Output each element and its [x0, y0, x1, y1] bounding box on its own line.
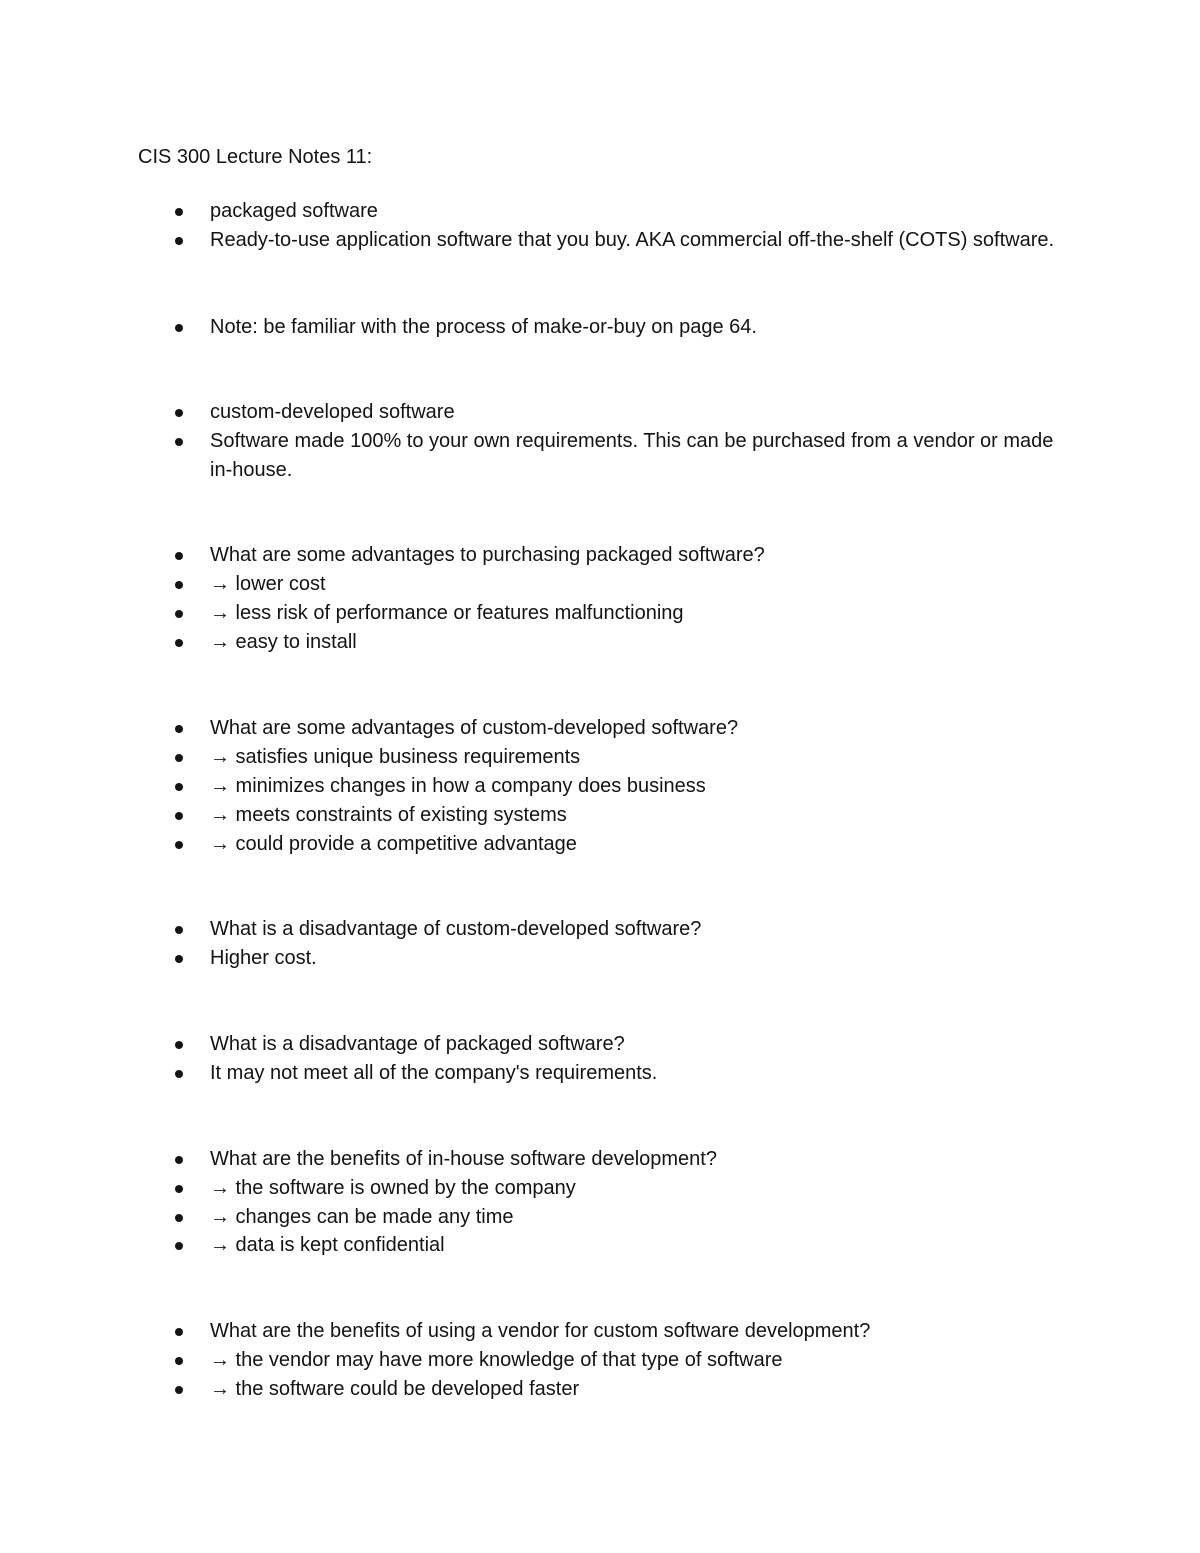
bullet-icon	[175, 1070, 183, 1078]
list-item-text: What are the benefits of in-house software development?	[210, 1148, 717, 1170]
list-item-text: It may not meet all of the company's requirements.	[210, 1062, 658, 1084]
list-item-text: → meets constraints of existing systems	[210, 804, 567, 826]
list-item-text: → the software could be developed faster	[210, 1378, 580, 1400]
bullet-icon	[175, 581, 183, 589]
bullet-icon	[175, 1386, 183, 1394]
bullet-icon	[175, 1328, 183, 1336]
bullet-icon	[175, 610, 183, 618]
list-item-text: Ready-to-use application software that you buy. AKA commercial off-the-shelf (COTS) software.	[210, 229, 1055, 251]
list-item-text: → lower cost	[210, 573, 326, 595]
bullet-icon	[175, 1214, 183, 1222]
list-item-text: → less risk of performance or features malfunctioning	[210, 602, 684, 624]
list-item-text: → changes can be made any time	[210, 1206, 514, 1228]
bullet-icon	[175, 552, 183, 560]
bullet-icon	[175, 1156, 183, 1164]
bullet-icon	[175, 783, 183, 791]
list-item-text: Higher cost.	[210, 947, 317, 969]
list-item-text: Note: be familiar with the process of make-or-buy on page 64.	[210, 316, 757, 338]
list-item-text: → the software is owned by the company	[210, 1177, 576, 1199]
bullet-icon	[175, 409, 183, 417]
list-item-text: → minimizes changes in how a company does business	[210, 775, 706, 797]
list-item-text: → could provide a competitive advantage	[210, 833, 577, 855]
bullet-icon	[175, 812, 183, 820]
bullet-icon	[175, 926, 183, 934]
list-item-text: → satisfies unique business requirements	[210, 746, 581, 768]
bullet-icon	[175, 754, 183, 762]
list-item-text: → easy to install	[210, 631, 357, 653]
bullet-icon	[175, 1185, 183, 1193]
list-item-text: custom-developed software	[210, 401, 455, 423]
list-item-text: → the vendor may have more knowledge of that type of software	[210, 1349, 783, 1371]
list-item-text: What is a disadvantage of packaged software?	[210, 1033, 625, 1055]
list-item-text: packaged software	[210, 200, 378, 222]
bullet-icon	[175, 725, 183, 733]
bullet-icon	[175, 841, 183, 849]
bullet-icon	[175, 639, 183, 647]
bullet-icon	[175, 208, 183, 216]
bullet-icon	[175, 1041, 183, 1049]
bullet-icon	[175, 324, 183, 332]
list-item-text: What is a disadvantage of custom-developed software?	[210, 918, 702, 940]
list-item-text: What are some advantages of custom-developed software?	[210, 717, 739, 739]
bullet-icon	[175, 955, 183, 963]
bullet-icon	[175, 1357, 183, 1365]
list-item-text: Software made 100% to your own requirements. This can be purchased from a vendor or made in-house.	[210, 430, 1054, 481]
list-item-text: What are some advantages to purchasing packaged software?	[210, 544, 765, 566]
list-item-text: What are the benefits of using a vendor for custom software development?	[210, 1320, 871, 1342]
bullet-icon	[175, 1242, 183, 1250]
list-item-text: → data is kept confidential	[210, 1234, 445, 1256]
bullet-icon	[175, 237, 183, 245]
bullet-icon	[175, 438, 183, 446]
document-title: CIS 300 Lecture Notes 11:	[138, 146, 373, 168]
